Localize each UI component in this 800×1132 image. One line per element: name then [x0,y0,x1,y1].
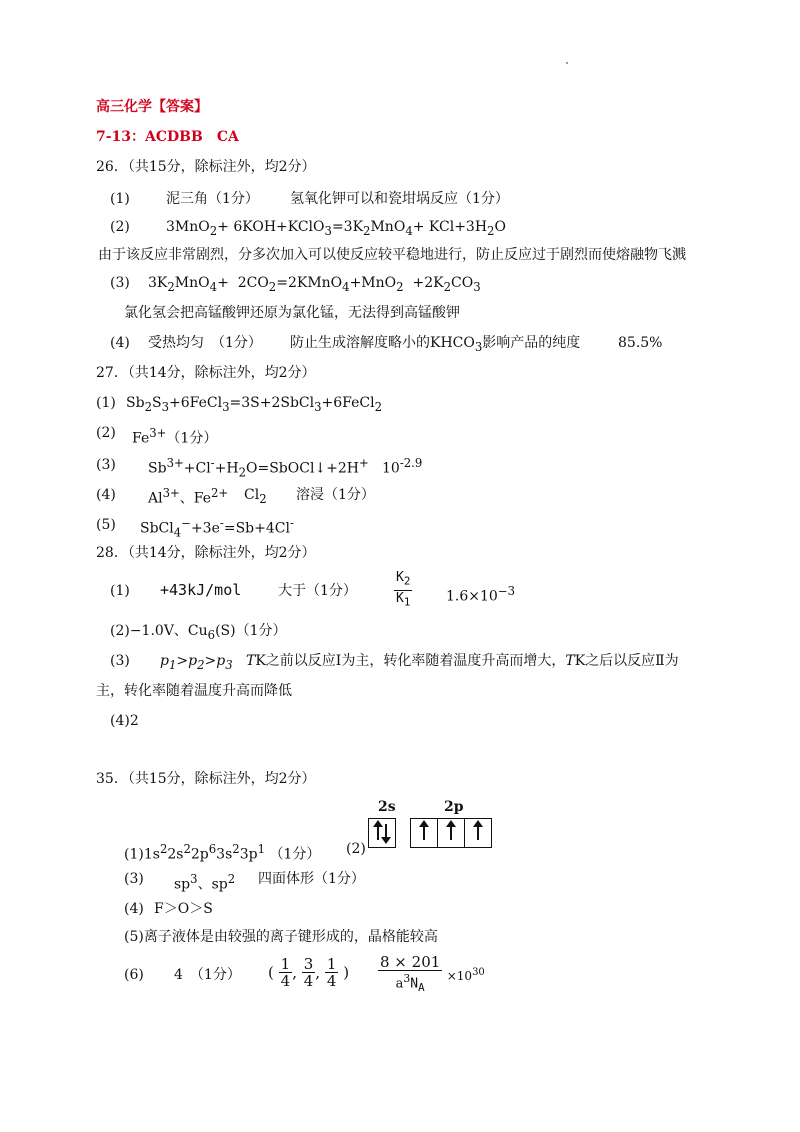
orbital-box-2p [410,818,492,848]
q35-3-num: (3) [124,871,144,887]
q26-2-equation: $3MnO_2+ 6KOH+KClO_3=3K_2MnO_4+ KCl+3H_2O$ [166,219,506,238]
q35-3-hybridization: $sp^3$、$sp^2$ [174,872,236,893]
q35-3-shape: 四面体形（1分） [258,871,365,887]
q26-3-num: (3) [110,275,130,291]
q27-5-num: (5) [96,517,116,533]
q27-3-num: (3) [96,457,116,473]
q26-1-answer-a: 泥三角（1分） [166,191,259,207]
q35-6-num: (6) [124,967,144,983]
q28-1-ratio: $\frac{K_2}{K_1}$ [396,570,411,609]
q26-4-answer-c: 85.5% [618,335,663,351]
page-dot [566,62,568,64]
q27-2-answer: $Fe^{3+}(1$分） [132,426,218,447]
q26-4-answer-a: 受热均匀 （1分） [148,335,262,351]
q28-3-explanation-cont: 主，转化率随着温度升高而降低 [96,683,292,699]
q27-3-equation: $Sb^{3+}+Cl^-+H_2O=SbOCl↓+2H^+$ [148,456,369,480]
q27-2-num: (2) [96,425,116,441]
q35-6-coordinates: ( $\frac{1}{4}$ , $\frac{3}{4}$ , $\frac{1}{4}$ ) [268,955,350,990]
mc-answers: 7-13：ACDBB CA [96,129,239,145]
q26-1-num: (1) [110,191,130,207]
q28-1-value: $1.6\times 10^{-3}$ [446,584,515,605]
q26-4-answer-b: 防止生成溶解度略小的$KHCO_3$影响产品的纯度 [290,335,581,354]
page-title: 高三化学【答案】 [96,99,208,115]
q27-1-num: (1) [96,395,116,411]
q35-5-answer: (5)离子液体是由较强的离子键形成的，晶格能较高 [124,929,438,945]
q27-heading: 27．（共14分，除标注外，均2分） [96,365,316,381]
q27-4-ions: $Al^{3+}$、$Fe^{2+}$ [148,486,229,507]
spin-down-arrow-icon [385,824,387,840]
q27-1-equation: $Sb_2S_3+6FeCl_3=3S+2SbCl_3+6FeCl_2$ [126,395,382,414]
q35-4-num: (4) [124,901,144,917]
spin-up-arrow-icon [450,824,452,840]
q35-4-order: F＞O＞S [154,901,213,917]
q35-heading: 35．（共15分，除标注外，均2分） [96,771,316,787]
orbital-label-2s: 2s [378,799,396,815]
q35-6-density-formula: $\frac{8 \times 201}{a^3N_A}$ $\times 10^{30}$ [380,953,485,994]
q28-3-num: (3) [110,653,130,669]
spin-up-arrow-icon [377,824,379,840]
q28-3-explanation: TK之前以反应Ⅰ为主，转化率随着温度升高而增大，TK之后以反应Ⅱ为 [246,653,679,669]
q35-1-config: $(1)1s^22s^22p^63s^23p^1$ （1分） [124,842,321,863]
q26-1-answer-b: 氢氧化钾可以和瓷坩埚反应（1分） [290,191,509,207]
q28-1-answer-b: 大于（1分） [278,583,357,599]
q27-4-num: (4) [96,487,116,503]
q27-4-gas: $Cl_2$ [244,487,267,506]
q28-4-answer: (4)2 [110,713,139,729]
orbital-2s-cell [369,819,395,847]
q26-2-num: (2) [110,219,130,235]
q28-2-answer: (2)−1.0V、$Cu_6(S)(1$分） [110,623,287,642]
q28-1-enthalpy: +43kJ/mol [160,581,242,599]
q28-heading: 28．（共14分，除标注外，均2分） [96,545,316,561]
q28-1-num: (1) [110,583,130,599]
q26-3-equation: $3K_2MnO_4+$ $2CO_2=2KMnO_4+MnO_2 +2K_2CO_3$ [148,275,481,294]
q26-3-explanation: 氯化氢会把高锰酸钾还原为氯化锰，无法得到高锰酸钾 [124,305,460,321]
q35-2-num: (2) [346,841,366,857]
q26-heading: 26．（共15分，除标注外，均2分） [96,159,316,175]
q26-4-num: (4) [110,335,130,351]
q27-4-answer-c: 溶浸（1分） [296,487,375,503]
orbital-2p-cell [465,819,491,847]
orbital-2p-cell [438,819,465,847]
q26-2-explanation: 由于该反应非常剧烈，分多次加入可以使反应较平稳地进行，防止反应过于剧烈而使熔融物飞溅 [98,247,686,263]
q28-3-pressure-order: $p_1>p_2>p_3$ [160,653,233,672]
spin-up-arrow-icon [477,824,479,840]
orbital-2p-cell [411,819,438,847]
spin-up-arrow-icon [423,824,425,840]
q27-3-value: $10^{-2.9}$ [382,456,423,477]
q27-5-equation: SbCl$_4$−+3e-=Sb+4Cl- [140,516,294,540]
orbital-label-2p: 2p [444,799,464,815]
orbital-box-2s [368,818,396,848]
q35-6-answer-a: 4 （1分） [174,967,241,983]
